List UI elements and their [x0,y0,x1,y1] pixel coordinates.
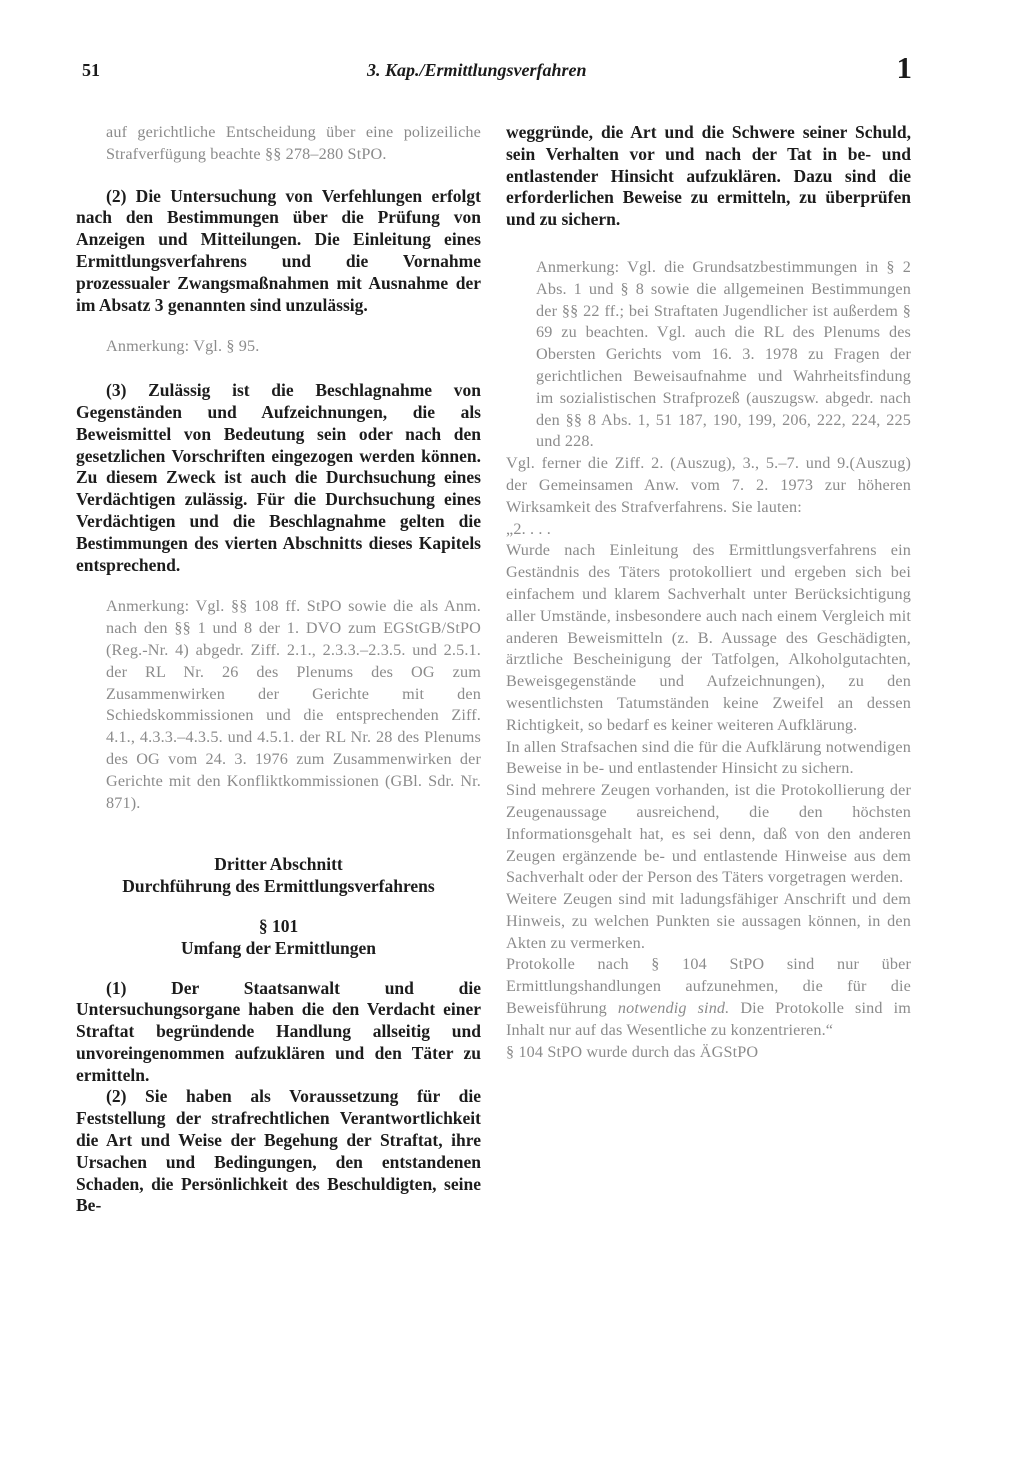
note-c: „2. . . . [506,519,551,538]
p101-clause-2: (2) Sie haben als Voraussetzung für die Feststellung der strafrechtlichen Verantwortlichkeit die Art und Weise der Begehung der Straftat, ihre Ursachen und Bedingungen, den entstandenen Schaden, die Persönlichkeit des Beschuldigten, seine Be- [76,1086,481,1216]
note-3: Anmerkung: Vgl. §§ 108 ff. StPO sowie die als Anm. nach den §§ 1 und 8 der 1. DVO zum EGStGB/StPO (Reg.-Nr. 4) abgedr. Ziff. 2.1., 2.3.3.–2.3.5. und 2.5.1. der RL Nr. 26 des Plenums des OG zum Zusammenwirken der Gerichte mit den Schiedskommissionen und die entsprechenden Ziff. 4.1., 4.3.3.–4.3.5. und 4.5.1. der RL Nr. 28 des Plenums des OG vom 24. 3. 1976 zum Zusammenwirken der Gerichte mit den Konfliktkommissionen (GBl. Sdr. Nr. 871). [106,597,481,812]
note-d: Wurde nach Einleitung des Ermittlungsverfahrens ein Geständnis des Täters protokolliert und ergeben sich bei einfachem und klarem Sachverhalt unter Berücksichtigung aller Umstände, insbesondere auch nach einem Vergleich mit anderen Beweismitteln (z. B. Aussage des Geschädigten, ärztliche Bescheinigung der Tatfolgen, Alkoholgutachten, Beweisgegenstände und Aufzeichnungen), zu den wesentlichsten Tatumständen keine Zweifel an dessen Richtigkeit, so bedarf es keiner weiteren Aufklärung. [506,541,911,734]
paragraph-number: § 101 [258,915,299,936]
note-b: Vgl. ferner die Ziff. 2. (Auszug), 3., 5.–7. und 9.(Auszug) der Gemeinsamen Anw. vom 7. 2. 1973 zur höheren Wirksamkeit des Strafverfahrens. Sie lauten: [506,454,911,516]
section-heading-title: Durchführung des Ermittlungsverfahrens [122,876,435,897]
section-heading-part: Dritter Abschnitt [214,854,343,875]
note-h-italic: notwendig sind. [617,999,730,1018]
note-i: § 104 StPO wurde durch das ÄGStPO [506,1042,759,1061]
paragraph-3: (3) Zulässig ist die Beschlagnahme von Gegenständen und Aufzeichnungen, die als Beweismittel von Bedeutung sein oder nach den gesetzlichen Vorschriften eingezogen werden können. Zu diesem Zweck ist auch die Durchsuchung eines Verdächtigen zulässig. Für die Durchsuchung eines Verdächtigen und die Beschlagnahme gelten die Bestimmungen des vierten Abschnitts dieses Kapitels entsprechend. [76,380,481,575]
note-2: Anmerkung: Vgl. § 95. [106,337,260,356]
p101-clause-1: (1) Der Staatsanwalt und die Untersuchungsorgane haben die den Verdacht einer Straftat begründende Handlung allseitig und unvoreingenommen aufzuklären und den Täter zu ermitteln. [76,977,481,1085]
paragraph-title: Umfang der Ermittlungen [180,937,377,958]
note-h-pre: Protokolle nach § 104 StPO sind nur über Ermittlungshandlungen aufzunehmen, die für die Beweisführung [506,955,911,1018]
note-a: Anmerkung: Vgl. die Grundsatzbestimmungen in § 2 Abs. 1 und § 8 sowie die allgemeinen Bestimmungen der §§ 22 ff.; bei Straftaten Jugendlicher ist außerdem § 69 zu beachten. Vgl. auch die RL des Plenums des Obersten Gerichts vom 16. 3. 1978 zu Fragen der gerichtlichen Beweisaufnahme und Wahrheitsfindung im sozialistischen Strafprozeß (auszugsw. abgedr. nach den §§ 8 Abs. 1, 51 187, 190, 199, 206, 222, 224, 225 und 228. [536,257,911,451]
right-column [506,122,911,1063]
p101-continuation: weggründe, die Art und die Schwere seiner Schuld, sein Verhalten vor und nach der Tat in be- und entlastender Hinsicht aufzuklären. Dazu sind die erforderlichen Beweise zu ermitteln, zu überprüfen und zu sichern. [506,122,911,230]
note-f: Sind mehrere Zeugen vorhanden, ist die Protokollierung der Zeugenaussage ausreichend, die den höchsten Informationsgehalt hat, es sei denn, daß von den anderen Zeugen ergänzende be- und entlastende Hinweise aus dem Sachverhalt oder der Person des Täters vorgetragen werden. [506,781,911,887]
note-g: Weitere Zeugen sind mit ladungsfähiger Anschrift und dem Hinweis, zu welchen Punkten sie aussagen können, in den Akten zu vermerken. [506,890,911,952]
note-intro: auf gerichtliche Entscheidung über eine polizeiliche Strafverfügung beachte §§ 278–280 StPO. [106,123,481,163]
paragraph-2: (2) Die Untersuchung von Verfehlungen erfolgt nach den Bestimmungen über die Prüfung von Anzeigen und Mitteilungen. Die Einleitung eines Ermittlungsverfahrens und die Vornahme prozessualer Zwangsmaßnahmen mit Ausnahme der im Absatz 3 genannten sind unzulässig. [76,185,481,315]
page-number: 51 [82,60,100,80]
page-header [82,50,912,90]
chapter-title: 3. Kap./Ermittlungsverfahren [367,60,587,80]
left-column [76,122,481,1217]
section-number: 1 [896,50,912,85]
note-h-post: Die Protokolle sind im Inhalt nur auf das Wesentliche zu konzentrieren.“ [506,999,911,1039]
note-e: In allen Strafsachen sind die für die Aufklärung notwendigen Beweise in be- und entlastender Hinsicht zu sichern. [506,737,911,778]
note-h [506,954,911,1041]
